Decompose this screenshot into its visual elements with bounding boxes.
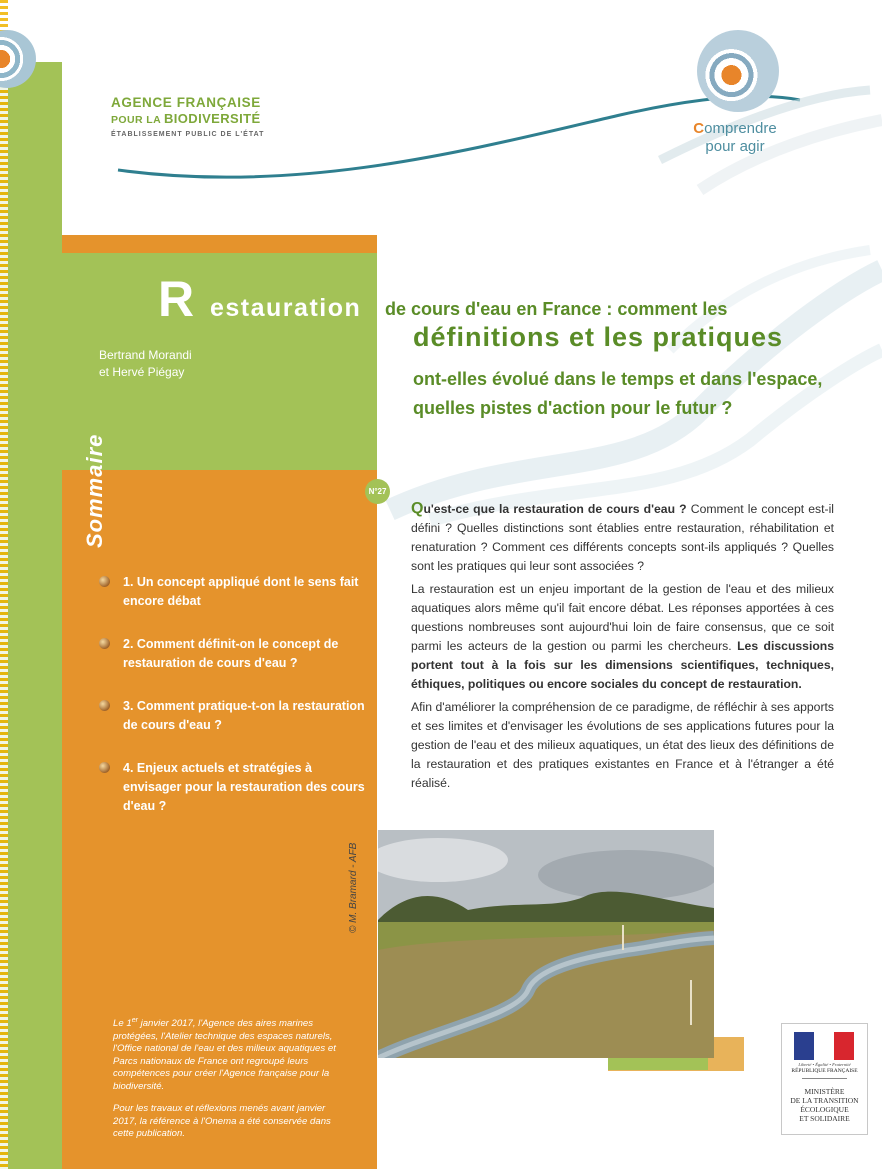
summary-list (99, 573, 369, 840)
collection-name (660, 120, 810, 156)
intro-paragraph-1 (411, 499, 834, 576)
agency-logo-text (111, 95, 264, 138)
agency-status: ÉTABLISSEMENT PUBLIC DE L'ÉTAT (111, 131, 265, 138)
sommaire-label: Sommaire (82, 433, 107, 548)
footnote-paragraph-2: Pour les travaux et réflexions menés avant janvier 2017, la référence à l'Onema a été conservée dans cette publication. (113, 1103, 331, 1140)
republic-name: RÉPUBLIQUE FRANÇAISE (791, 1068, 858, 1074)
footnote-sup: er (131, 1017, 138, 1024)
river-photo-illustration (378, 830, 714, 1058)
ministry-line-4: ET SOLIDAIRE (799, 1114, 850, 1123)
footnote-paragraph-1 (113, 1015, 343, 1093)
top-orange-bar (62, 235, 377, 253)
collection-line1: omprendre (704, 120, 777, 137)
title-line-1: de cours d'eau en France : comment les (385, 299, 728, 319)
author-1: Bertrand Morandi (99, 348, 192, 362)
ministry-line-2: DE LA TRANSITION (790, 1096, 859, 1105)
agency-name-line2 (111, 111, 264, 126)
flag-white (814, 1032, 834, 1060)
bullet-icon (99, 762, 110, 773)
french-flag-icon (794, 1032, 854, 1060)
bullet-icon (99, 700, 110, 711)
bullet-icon (99, 638, 110, 649)
footnote-p1-rest: janvier 2017, l'Agence des aires marines protégées, l'Atelier technique des espaces naturels, l'Office national de l'eau et des milieux aquatiques et Parcs nationaux de France ont regroupé leurs compétences pour créer l'Agence française pour la biodiversité. (113, 1018, 336, 1092)
author-2: et Hervé Piégay (99, 365, 185, 379)
intro-p2-text: La restauration est un enjeu important de la gestion de l'eau et des milieux aquatiques alors même qu'il fait encore débat. Les réponses apportées à ces questions nombreuses sont aujourd'hui loin de faire consensus, que ce soit parmi les acteurs de la gestion ou parmi les chercheurs. (411, 582, 834, 653)
title-initial: R (158, 271, 195, 327)
ministry-logo (781, 1023, 868, 1135)
collection-line2: pour agir (705, 138, 765, 155)
authors (99, 347, 192, 381)
logo-divider (802, 1078, 847, 1079)
river-photo (378, 830, 714, 1058)
intro-paragraph-3: Afin d'améliorer la compréhension de ce paradigme, de réfléchir à ses apports et ses limites et d'envisager les évolutions de ses applications futures pour la gestion de l'eau et des milieux aquatiques, un état des lieux des définitions de la restauration et des pratiques existantes en France et à l'étranger a été réalisé. (411, 700, 834, 790)
republic-motto: Liberté • Égalité • Fraternité (798, 1062, 851, 1067)
summary-item-label: 2. Comment définit-on le concept de restauration de cours d'eau ? (123, 637, 339, 670)
intro-text (411, 499, 834, 797)
agency-name-line1: AGENCE FRANÇAISE (111, 95, 261, 110)
summary-item[interactable] (99, 759, 369, 816)
ministry-line-3: ÉCOLOGIQUE (800, 1105, 849, 1114)
dropcap: Q (411, 500, 424, 517)
summary-item-label: 4. Enjeux actuels et stratégies à envisager pour la restauration des cours d'eau ? (123, 761, 365, 813)
flag-blue (794, 1032, 814, 1060)
flag-red (834, 1032, 854, 1060)
intro-p1-rest: Comment le concept est-il défini ? Quelles distinctions sont établies entre restauration, réhabilitation et renaturation ? Comment ces différents concepts sont-ils appliqués ? Quelles sont les pratiques qui leur sont associées ? (411, 502, 834, 573)
agency-line2-prefix: POUR LA (111, 114, 161, 126)
title-word: estauration (210, 294, 362, 322)
agency-line2-bold: BIODIVERSITÉ (164, 111, 261, 126)
intro-question: u'est-ce que la restauration de cours d'eau ? (423, 502, 687, 516)
title-line-2: définitions et les pratiques (413, 322, 784, 352)
bullet-icon (99, 576, 110, 587)
footnote (113, 1015, 343, 1151)
intro-paragraph-2 (411, 580, 834, 694)
summary-item[interactable] (99, 697, 369, 735)
summary-item-label: 3. Comment pratique-t-on la restauration de cours d'eau ? (123, 699, 365, 732)
collection-logo-icon (697, 30, 779, 112)
footnote-p1-start: Le 1 (113, 1018, 132, 1030)
summary-item[interactable] (99, 635, 369, 673)
title-line-3: ont-elles évolué dans le temps et dans l'espace, quelles pistes d'action pour le futur ? (413, 369, 823, 418)
intro-p2-bold: Les discussions portent tout à la fois sur les dimensions scientifiques, techniques, éthiques, politiques ou encore sociales du concept de restauration. (411, 639, 834, 691)
summary-item-label: 1. Un concept appliqué dont le sens fait encore débat (123, 575, 359, 608)
collection-initial: C (693, 120, 705, 137)
issue-badge: N°27 (365, 479, 390, 504)
photo-credit: © M. Bramard - AFB (348, 842, 359, 933)
ministry-line-1: MINISTÈRE (804, 1087, 845, 1096)
ministry-name (782, 1087, 867, 1123)
summary-item[interactable] (99, 573, 369, 611)
